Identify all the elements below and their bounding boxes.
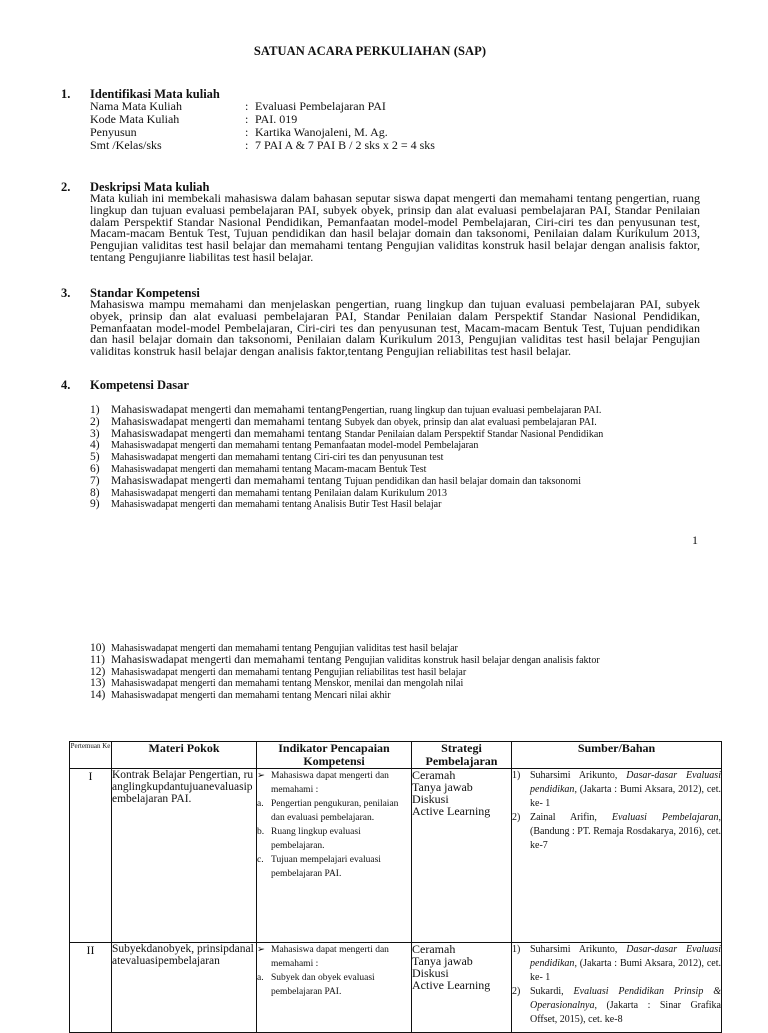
strategi-item: Diskusi <box>412 966 449 980</box>
list-item-text: Mahasiswadapat mengerti dan memahami tentang <box>111 415 345 428</box>
indikator-item <box>257 943 411 971</box>
strategi-item: Tanya jawab <box>412 780 473 794</box>
list-item <box>90 462 710 474</box>
source-publisher: , (Bandung : PT. Remaja Rosdakarya, 2016), cet. ke-7 <box>530 812 721 851</box>
competency-list-page2 <box>90 641 710 700</box>
indikator-letter: b. <box>257 827 265 837</box>
cell-materi: Kontrak Belajar Pengertian, ruanglingkupdantujuanevaluasipembelajaran PAI. <box>112 769 257 943</box>
source-text <box>530 985 721 1027</box>
list-item <box>90 688 710 700</box>
list-item-number: 13) <box>90 677 106 690</box>
id-value-nama: Evaluasi Pembelajaran PAI <box>255 99 386 113</box>
list-item-number: 14) <box>90 689 106 702</box>
source-item <box>512 985 721 1027</box>
source-item <box>512 943 721 985</box>
list-item-topic: Tujuan pendidikan dan hasil belajar domain dan taksonomi <box>344 475 581 487</box>
list-item-topic: Mahasiswadapat mengerti dan memahami tentang Pengujian validitas test hasil belajar <box>111 643 458 654</box>
indikator-text: Tujuan mempelajari evaluasi pembelajaran PAI. <box>271 855 381 879</box>
list-item-text: Mahasiswadapat mengerti dan memahami tentang <box>111 474 345 487</box>
strategi-item: Tanya jawab <box>412 954 473 968</box>
table-row <box>70 943 722 1033</box>
list-item-text: Mahasiswadapat mengerti dan memahami tentang <box>111 427 345 440</box>
id-value-smt: 7 PAI A & 7 PAI B / 2 sks x 2 = 4 sks <box>255 138 435 152</box>
source-item <box>512 769 721 811</box>
indikator-item <box>257 971 411 999</box>
list-item-number: 8) <box>90 486 100 499</box>
source-author: Suharsimi Arikunto, <box>530 770 627 781</box>
strategi-item: Active Learning <box>412 978 491 992</box>
list-item-topic: Mahasiswadapat mengerti dan memahami tentang Pemanfaatan model-model Pembelajaran <box>111 440 479 452</box>
source-text <box>530 769 721 811</box>
cell-strategi <box>412 943 512 1033</box>
header-strategi: Strategi Pembelajaran <box>412 742 512 769</box>
source-author: Sukardi, <box>530 986 574 997</box>
list-item-number: 5) <box>90 451 100 464</box>
id-value-penyusun: Kartika Wanojaleni, M. Ag. <box>255 125 388 139</box>
table-header-row <box>70 742 722 769</box>
list-item-topic: Mahasiswadapat mengerti dan memahami tentang Macam-macam Bentuk Test <box>111 463 427 475</box>
section-1-heading: Identifikasi Mata kuliah <box>90 87 220 101</box>
strategi-item: Active Learning <box>412 804 491 818</box>
list-item-number: 7) <box>90 474 100 487</box>
list-item-topic: Standar Penilaian dalam Perspektif Standar Nasional Pendidikan <box>344 428 604 440</box>
source-number: 1) <box>512 770 521 781</box>
list-item-topic: Mahasiswadapat mengerti dan memahami tentang Penilaian dalam Kurikulum 2013 <box>111 487 448 499</box>
competency-list-page1 <box>90 403 710 509</box>
list-item-text: Mahasiswadapat mengerti dan memahami tentang <box>111 404 342 416</box>
source-author: Suharsimi Arikunto, <box>530 944 627 955</box>
id-colon: : <box>245 125 249 139</box>
source-book: Dasar-dasar Evaluasi pendidikan <box>530 770 721 795</box>
list-item-number: 3) <box>90 427 100 440</box>
section-1-number: 1. <box>61 87 71 101</box>
list-item-number: 11) <box>90 653 105 666</box>
list-item <box>90 676 710 688</box>
source-text <box>530 811 721 853</box>
section-3-heading: Standar Kompetensi <box>90 286 200 300</box>
table-row <box>70 769 722 943</box>
id-value-kode: PAI. 019 <box>255 112 298 126</box>
list-item-number: 4) <box>90 439 100 452</box>
section-4-number: 4. <box>61 378 71 392</box>
list-item-number: 2) <box>90 415 100 428</box>
indikator-text: Pengertian pengukuran, penilaian dan evaluasi pembelajaran. <box>271 799 399 823</box>
source-publisher: , (Jakarta : Bumi Aksara, 2012), cet. ke- 1 <box>530 784 721 809</box>
list-item <box>90 486 710 498</box>
header-sumber: Sumber/Bahan <box>512 742 722 769</box>
indikator-text: Subyek dan obyek evaluasi pembelajaran PAI. <box>271 973 375 997</box>
list-item-text: Mahasiswadapat mengerti dan memahami tentang <box>111 653 345 666</box>
list-item <box>90 497 710 509</box>
section-2-heading: Deskripsi Mata kuliah <box>90 180 210 194</box>
cell-pertemuan: II <box>70 943 112 1033</box>
list-item-number: 6) <box>90 462 100 475</box>
list-item <box>90 450 710 462</box>
id-colon: : <box>245 112 249 126</box>
indikator-text: Mahasiswa dapat mengerti dan memahami : <box>271 771 389 795</box>
indikator-item <box>257 797 411 825</box>
list-item-number: 9) <box>90 498 100 511</box>
list-item-topic: Mahasiswadapat mengerti dan memahami tentang Pengujian reliabilitas test hasil belajar <box>111 666 467 678</box>
cell-indikator <box>257 769 412 943</box>
indikator-item <box>257 769 411 797</box>
indikator-text: Mahasiswa dapat mengerti dan memahami : <box>271 945 389 969</box>
indikator-letter: a. <box>257 973 264 983</box>
indikator-letter: a. <box>257 799 264 809</box>
arrow-bullet-icon: ➢ <box>257 771 265 781</box>
strategi-item: Diskusi <box>412 792 449 806</box>
cell-materi: Subyekdanobyek, prinsipdanalatevaluasipembelajaran <box>112 943 257 1033</box>
header-indikator: Indikator Pencapaian Kompetensi <box>257 742 412 769</box>
cell-indikator <box>257 943 412 1033</box>
source-text <box>530 943 721 985</box>
section-2-description: Mata kuliah ini membekali mahasiswa dalam bahasan seputar siswa dapat mengerti dan memahami tentang pengertian, ruang lingkup dan tujuan evaluasi pembelajaran PAI, subyek obyek, prinsip dan alat evaluasi pembelajaran PAI, Standar Penilaian dalam Perspektif Standar Nasional Pendidikan, Pemanfaatan model-model Pembelajaran, Ciri-ciri tes dan penyusunan test, Macam-macam Bentuk Test, Tujuan pendidikan dan hasil belajar domain dan taksonomi, Penilaian dalam Kurikulum 2013, Pengujian validitas test hasil belajar dan memahami tentang Pengujian validitas konstruk hasil belajar dengan analisis faktor, tentang Pengujianre liabilitas test hasil belajar. <box>90 191 700 264</box>
id-colon: : <box>245 138 249 152</box>
source-number: 2) <box>512 986 521 997</box>
list-item-topic: Pengujian validitas konstruk hasil belajar dengan analisis faktor <box>344 654 600 666</box>
id-label-kode: Kode Mata Kuliah <box>90 112 180 126</box>
document-title: SATUAN ACARA PERKULIAHAN (SAP) <box>253 44 487 58</box>
section-2-number: 2. <box>61 180 71 194</box>
sap-table <box>69 741 722 1033</box>
source-author: Zainal Arifin, <box>530 812 612 823</box>
cell-sumber <box>512 943 722 1033</box>
id-label-penyusun: Penyusun <box>90 125 137 139</box>
header-pertemuan: Pertemuan Ke <box>70 742 112 769</box>
arrow-bullet-icon: ➢ <box>257 945 265 955</box>
id-colon: : <box>245 99 249 113</box>
indikator-item <box>257 853 411 881</box>
list-item-topic: Mahasiswadapat mengerti dan memahami tentang Menskor, menilai dan mengolah nilai <box>111 678 464 690</box>
list-item-topic: Mahasiswadapat mengerti dan memahami tentang Ciri-ciri tes dan penyusunan test <box>111 452 444 464</box>
source-book: Dasar-dasar Evaluasi pendidikan <box>530 944 721 969</box>
source-book: Evaluasi Pembelajaran <box>611 812 719 823</box>
header-materi: Materi Pokok <box>112 742 257 769</box>
strategi-item: Ceramah <box>412 942 456 956</box>
id-label-nama: Nama Mata Kuliah <box>90 99 182 113</box>
id-label-smt: Smt /Kelas/sks <box>90 138 162 152</box>
list-item-number: 10) <box>90 642 106 654</box>
section-4-heading: Kompetensi Dasar <box>90 378 189 392</box>
section-3-description: Mahasiswa mampu memahami dan menjelaskan pengertian, ruang lingkup dan tujuan evaluasi pembelajaran PAI, subyek obyek, prinsip dan alat evaluasi pembelajaran PAI, Standar Penilaian dalam Perspektif Standar Nasional Pendidikan, Pemanfaatan model-model Pembelajaran, Ciri-ciri tes dan penyusunan test, Macam-macam Bentuk Test, Tujuan pendidikan dan hasil belajar domain dan taksonomi, Penilaian dalam Kurikulum 2013, Pengujian validitas test hasil belajar Pengujian validitas konstruk hasil belajar dengan analisis faktor,tentang Pengujian reliabilitas test hasil belajar. <box>90 297 700 359</box>
list-item <box>90 427 710 439</box>
cell-strategi <box>412 769 512 943</box>
list-item-topic: Mahasiswadapat mengerti dan memahami tentang Mencari nilai akhir <box>111 690 391 702</box>
source-book: Evaluasi Pendidikan Prinsip & Operasionalnya <box>530 986 721 1011</box>
list-item <box>90 438 710 450</box>
source-publisher: , (Jakarta : Sinar Grafika Offset, 2015), cet. ke-8 <box>530 1000 721 1025</box>
cell-sumber <box>512 769 722 943</box>
page-number: 1 <box>692 533 698 547</box>
source-number: 1) <box>512 944 521 955</box>
list-item <box>90 474 710 486</box>
list-item <box>90 665 710 677</box>
indikator-item <box>257 825 411 853</box>
section-3-number: 3. <box>61 286 71 300</box>
source-item <box>512 811 721 853</box>
cell-pertemuan: I <box>70 769 112 943</box>
source-publisher: , (Jakarta : Bumi Aksara, 2012), cet. ke- 1 <box>530 958 721 983</box>
list-item-topic: Subyek dan obyek, prinsip dan alat evaluasi pembelajaran PAI. <box>344 416 597 428</box>
list-item <box>90 653 710 665</box>
list-item <box>90 641 710 653</box>
list-item <box>90 403 710 415</box>
list-item-topic: Mahasiswadapat mengerti dan memahami tentang Analisis Butir Test Hasil belajar <box>111 499 442 511</box>
list-item-number: 12) <box>90 665 106 678</box>
indikator-letter: c. <box>257 855 264 865</box>
strategi-item: Ceramah <box>412 768 456 782</box>
source-number: 2) <box>512 812 521 823</box>
list-item-number: 1) <box>90 404 100 416</box>
indikator-text: Ruang lingkup evaluasi pembelajaran. <box>271 827 361 851</box>
list-item-topic: Pengertian, ruang lingkup dan tujuan evaluasi pembelajaran PAI. <box>341 405 602 416</box>
list-item <box>90 415 710 427</box>
